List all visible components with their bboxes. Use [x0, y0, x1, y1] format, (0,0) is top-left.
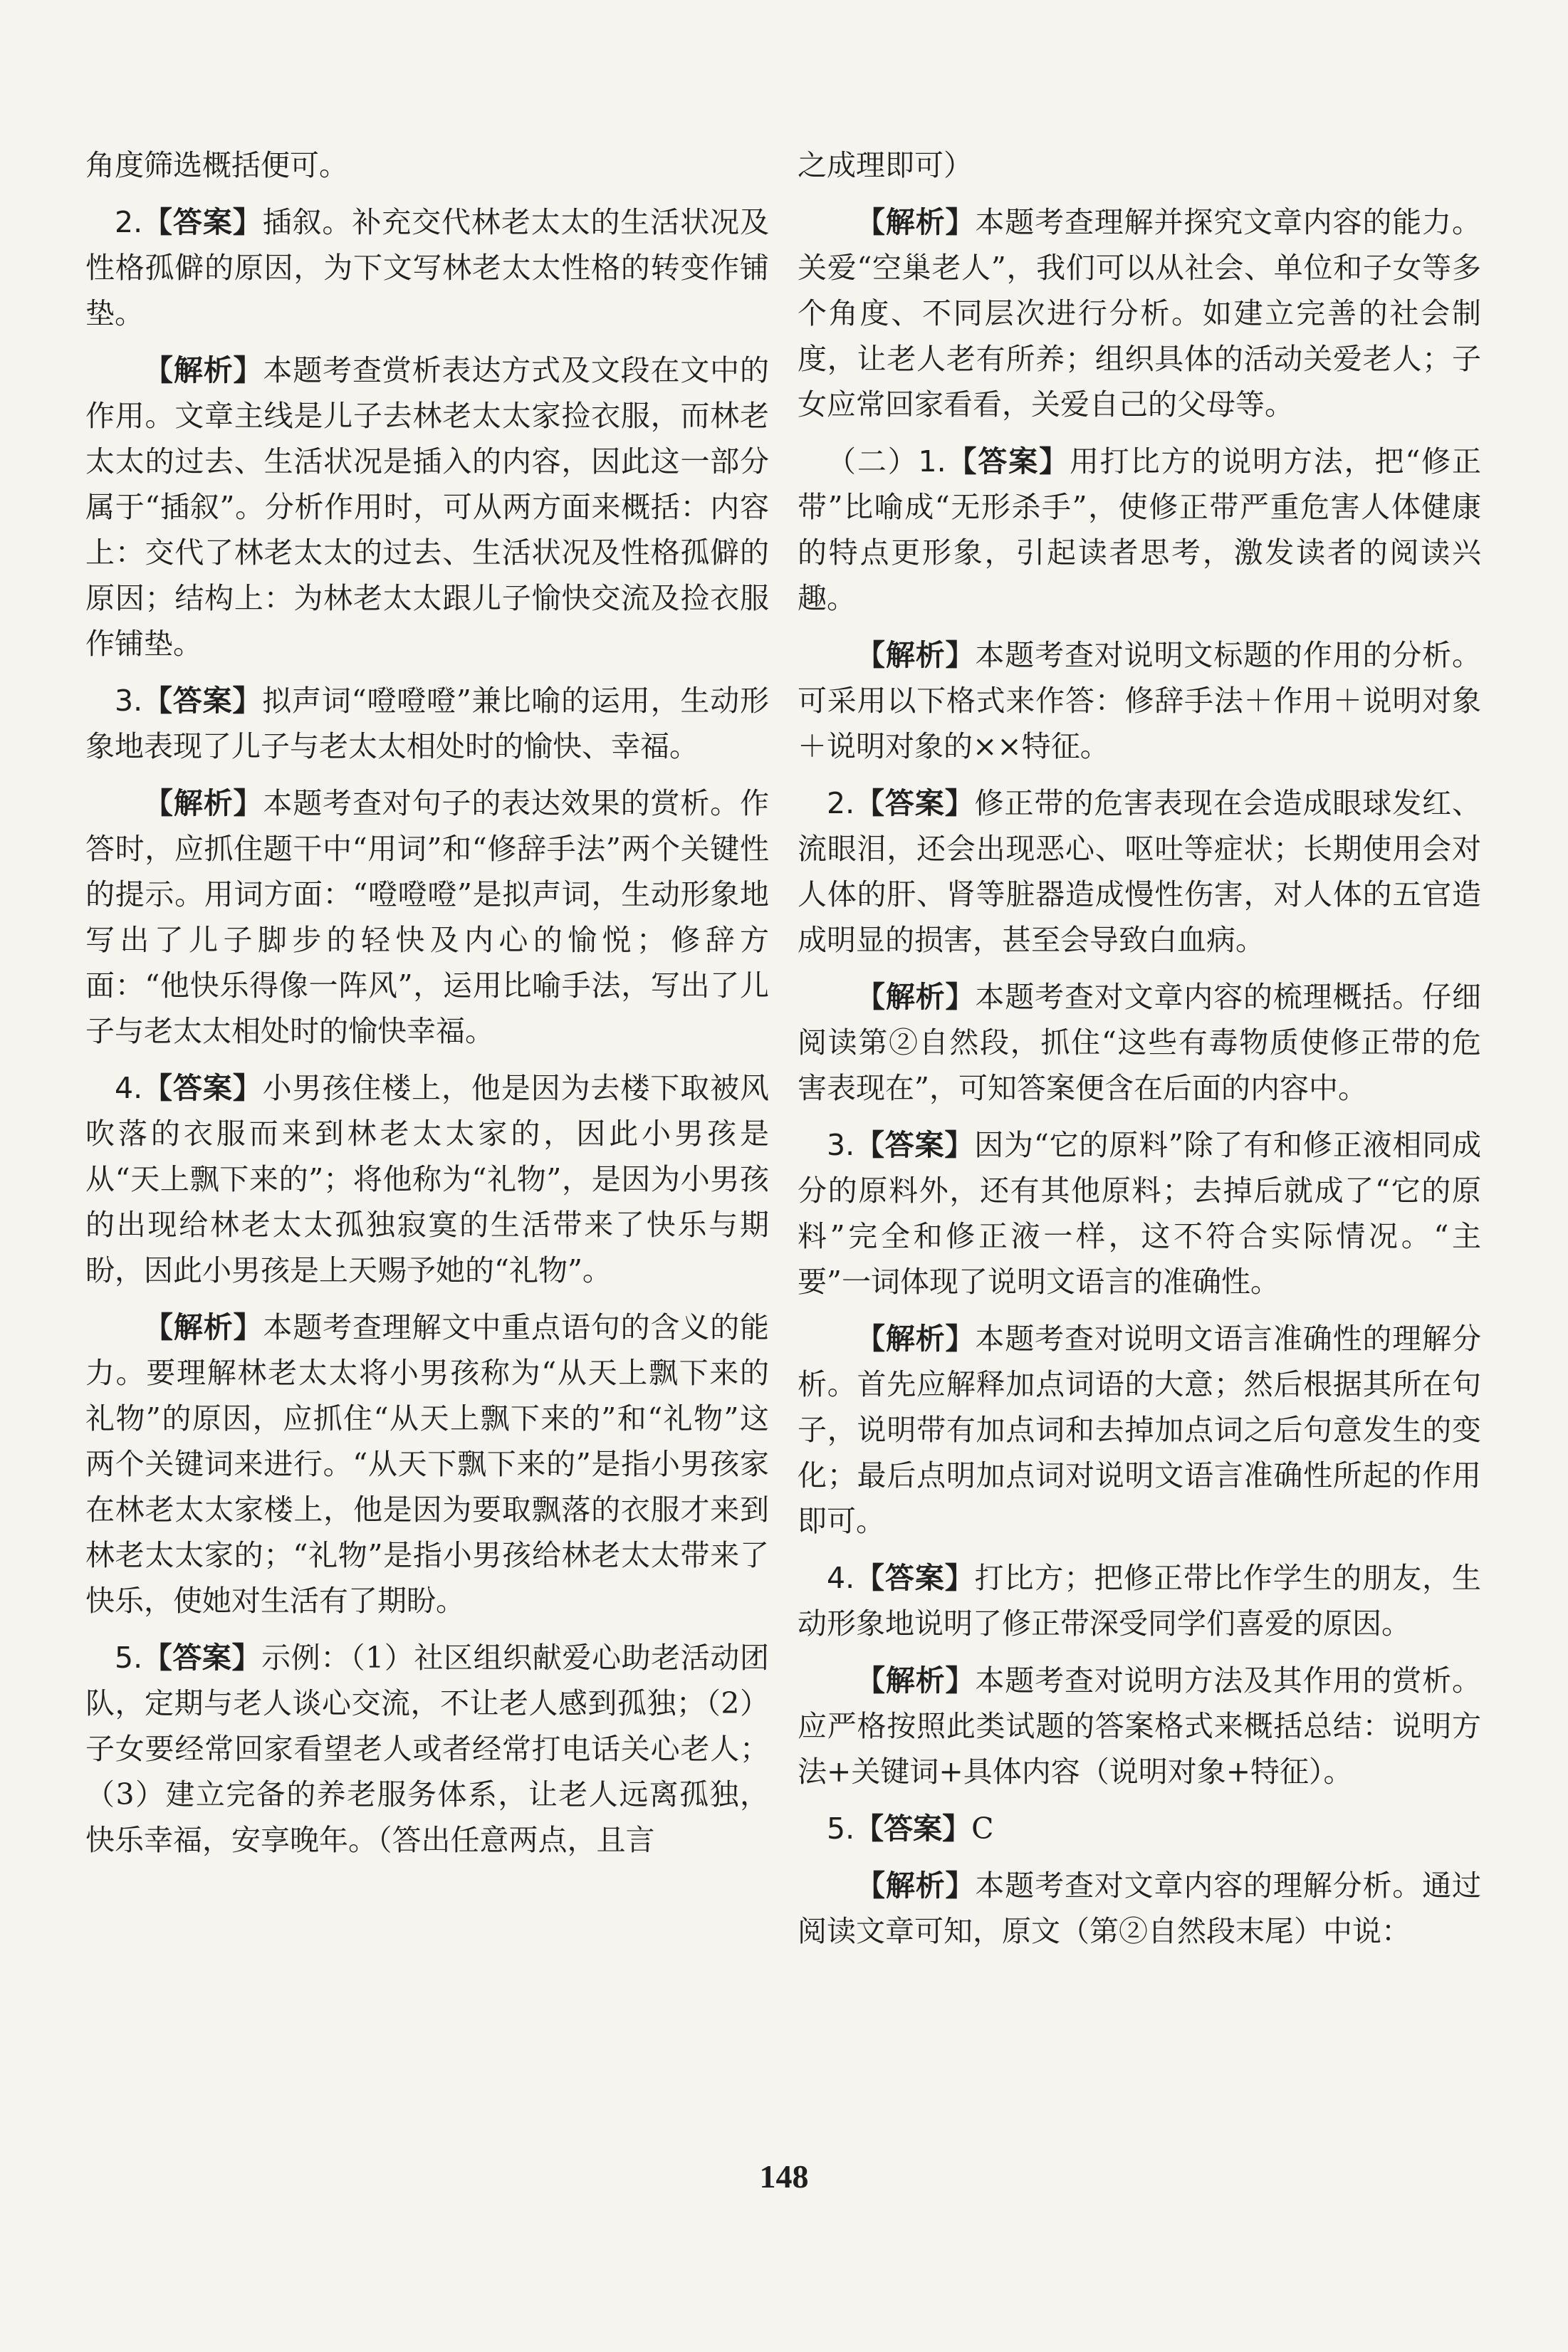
answer-label: 【答案】	[142, 1641, 262, 1675]
question-number: 3.	[827, 1128, 855, 1162]
right-column	[798, 142, 1481, 1965]
analysis-label: 【解析】	[144, 786, 263, 820]
question-number: 5.	[827, 1812, 855, 1846]
answer-paragraph	[85, 1635, 769, 1863]
continued-text	[85, 142, 769, 188]
paragraph-text: 之成理即可）	[798, 148, 973, 182]
paragraph-text: 打比方；把修正带比作学生的朋友，生动形象地说明了修正带深受同学们喜爱的原因。	[798, 1561, 1482, 1641]
answer-paragraph	[798, 1555, 1481, 1646]
paragraph-text: 本题考查对说明文语言准确性的理解分析。首先应解释加点词语的大意；然后根据其所在句子，说明带有加点词和去掉加点词之后句意发生的变化；最后点明加点词对说明文语言准确性所起的作用即可。	[798, 1322, 1482, 1538]
analysis-label: 【解析】	[856, 638, 976, 672]
answer-label: 【答案】	[142, 684, 263, 718]
answer-label: 【答案】	[854, 786, 975, 820]
question-number: 2.	[115, 205, 143, 239]
paragraph-text: 本题考查对句子的表达效果的赏析。作答时，应抓住题干中“用词”和“修辞手法”两个关键性的提示。用词方面：“噔噔噔”是拟声词，生动形象地写出了儿子脚步的轻快及内心的愉悦；修辞方面：“他快乐得像一阵风”，运用比喻手法，写出了儿子与老太太相处时的愉快幸福。	[85, 786, 770, 1048]
paragraph-text: 示例：（1）社区组织献爱心助老活动团队，定期与老人谈心交流，不让老人感到孤独；（2）子女要经常回家看望老人或者经常打电话关心老人；（3）建立完备的养老服务体系，让老人远离孤独，快乐幸福，安享晚年。（答出任意两点，且言	[85, 1641, 770, 1857]
answer-paragraph	[798, 1122, 1481, 1305]
question-number: 3.	[115, 684, 143, 718]
paragraph-text: 本题考查对文章内容的梳理概括。仔细阅读第②自然段，抓住“这些有毒物质使修正带的危害表现在”，可知答案便含在后面的内容中。	[798, 980, 1482, 1105]
analysis-paragraph	[798, 1863, 1481, 1954]
paragraph-text: 角度筛选概括便可。	[85, 148, 348, 182]
analysis-label: 【解析】	[856, 1322, 976, 1356]
paragraph-text: 本题考查对说明文标题的作用的分析。可采用以下格式来作答：修辞手法＋作用＋说明对象＋说明对象的××特征。	[798, 638, 1482, 763]
paragraph-text: C	[971, 1812, 994, 1846]
analysis-paragraph	[798, 1316, 1481, 1544]
analysis-paragraph	[798, 632, 1481, 769]
answer-paragraph	[798, 1806, 1481, 1851]
continued-text	[798, 142, 1481, 188]
question-number: 4.	[827, 1561, 855, 1595]
paragraph-text: 本题考查赏析表达方式及文段在文中的作用。文章主线是儿子去林老太太家捡衣服，而林老太太的过去、生活状况是插入的内容，因此这一部分属于“插叙”。分析作用时，可从两方面来概括：内容上：交代了林老太太的过去、生活状况及性格孤僻的原因；结构上：为林老太太跟儿子愉快交流及捡衣服作铺垫。	[85, 353, 770, 661]
question-number: 5.	[115, 1641, 143, 1675]
paragraph-text: 小男孩住楼上，他是因为去楼下取被风吹落的衣服而来到林老太太家的，因此小男孩是从“天上飘下来的”；将他称为“礼物”，是因为小男孩的出现给林老太太孤独寂寞的生活带来了快乐与期盼，因此小男孩是上天赐予她的“礼物”。	[85, 1071, 770, 1287]
analysis-paragraph	[85, 780, 769, 1054]
paragraph-text: 拟声词“噔噔噔”兼比喻的运用，生动形象地表现了儿子与老太太相处时的愉快、幸福。	[85, 684, 770, 763]
answer-label: 【答案】	[142, 1071, 263, 1105]
paragraph-text: 本题考查理解文中重点语句的含义的能力。要理解林老太太将小男孩称为“从天上飘下来的礼物”的原因，应抓住“从天上飘下来的”和“礼物”这两个关键词来进行。“从天下飘下来的”是指小男孩家在林老太太家楼上，他是因为要取飘落的衣服才来到林老太太家的；“礼物”是指小男孩给林老太太带来了快乐，使她对生活有了期盼。	[85, 1310, 770, 1618]
paragraph-text: 本题考查理解并探究文章内容的能力。关爱“空巢老人”，我们可以从社会、单位和子女等多个角度、不同层次进行分析。如建立完善的社会制度，让老人老有所养；组织具体的活动关爱老人；子女应常回家看看，关爱自己的父母等。	[798, 205, 1482, 422]
question-number: （二）1.	[827, 444, 946, 479]
answer-label: 【答案】	[142, 205, 263, 239]
analysis-label: 【解析】	[856, 205, 976, 239]
analysis-paragraph	[798, 974, 1481, 1111]
paragraph-text: 修正带的危害表现在会造成眼球发红、流眼泪，还会出现恶心、呕吐等症状；长期使用会对人体的肝、肾等脏器造成慢性伤害，对人体的五官造成明显的损害，甚至会导致白血病。	[798, 786, 1482, 957]
analysis-label: 【解析】	[144, 1310, 263, 1344]
answer-paragraph	[798, 780, 1481, 963]
analysis-label: 【解析】	[856, 980, 976, 1014]
question-number: 2.	[827, 786, 855, 820]
analysis-paragraph	[85, 347, 769, 667]
answer-label: 【答案】	[854, 1128, 975, 1162]
paragraph-text: 用打比方的说明方法，把“修正带”比喻成“无形杀手”，使修正带严重危害人体健康的特点更形象，引起读者思考，激发读者的阅读兴趣。	[798, 444, 1481, 615]
answer-label: 【答案】	[946, 444, 1070, 479]
answer-paragraph	[85, 1065, 769, 1293]
analysis-paragraph	[85, 1305, 769, 1624]
left-column	[85, 142, 769, 1874]
analysis-label: 【解析】	[856, 1868, 976, 1903]
paragraph-text: 因为“它的原料”除了有和修正液相同成分的原料外，还有其他原料；去掉后就成了“它的原料”完全和修正液一样，这不符合实际情况。“主要”一词体现了说明文语言的准确性。	[798, 1128, 1482, 1299]
answer-label: 【答案】	[854, 1561, 975, 1595]
answer-paragraph	[85, 678, 769, 769]
analysis-paragraph	[798, 1658, 1481, 1794]
paragraph-text: 本题考查对说明方法及其作用的赏析。应严格按照此类试题的答案格式来概括总结：说明方法+关键词+具体内容（说明对象+特征）。	[798, 1663, 1482, 1789]
answer-label: 【答案】	[854, 1812, 972, 1846]
answer-paragraph	[798, 439, 1481, 621]
page-number: 148	[759, 2158, 809, 2195]
answer-paragraph	[85, 199, 769, 336]
question-number: 4.	[115, 1071, 143, 1105]
analysis-label: 【解析】	[856, 1663, 976, 1698]
paragraph-text: 本题考查对文章内容的理解分析。通过阅读文章可知，原文（第②自然段末尾）中说：	[798, 1868, 1482, 1948]
analysis-paragraph	[798, 199, 1481, 427]
analysis-label: 【解析】	[144, 353, 263, 387]
paragraph-text: 插叙。补充交代林老太太的生活状况及性格孤僻的原因，为下文写林老太太性格的转变作铺垫。	[85, 205, 770, 330]
